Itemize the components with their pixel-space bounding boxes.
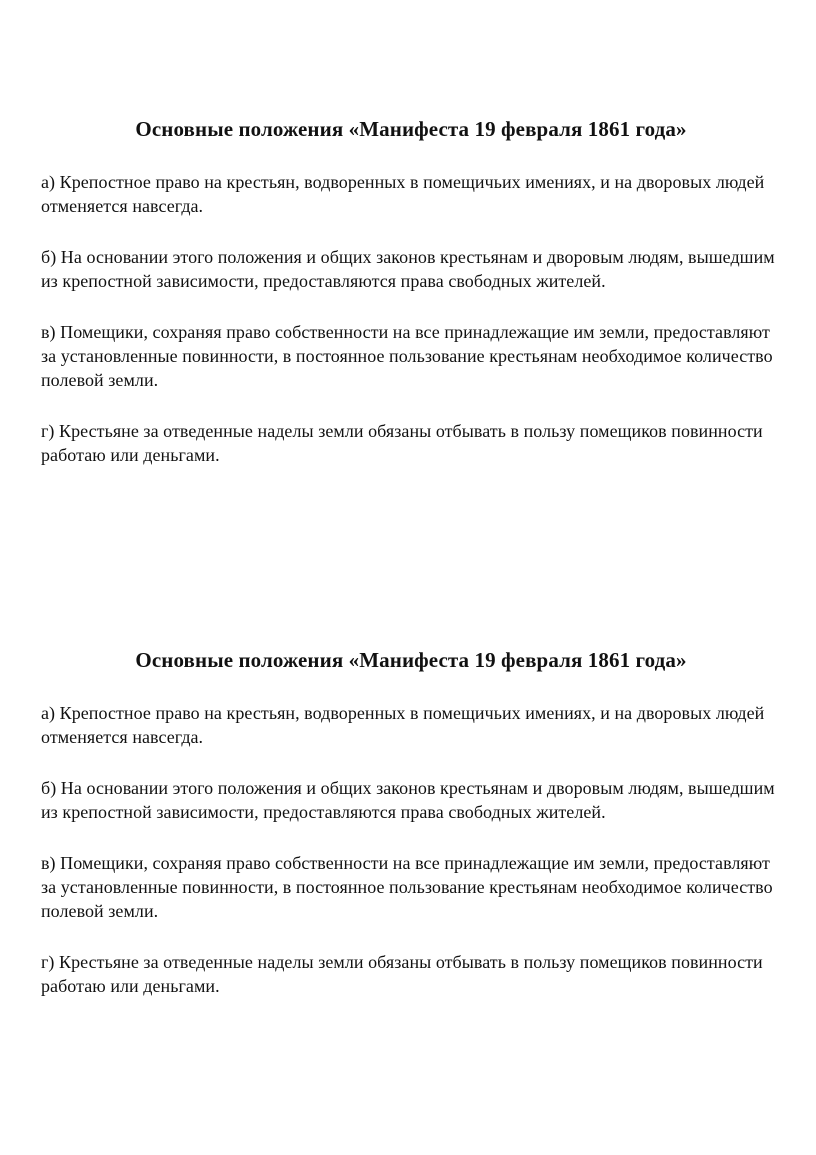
paragraph-b: б) На основании этого положения и общих законов крестьянам и дворовым людям, вышедшим из крепостной зависимости, предоставляются права свободных жителей. bbox=[41, 247, 775, 291]
paragraph-v: в) Помещики, сохраняя право собственности на все принадлежащие им земли, предоставляют за установленные повинности, в постоянное пользование крестьянам необходимое количество полевой земли. bbox=[41, 322, 773, 390]
section-title: Основные положения «Манифеста 19 февраля 1861 года» bbox=[135, 648, 687, 672]
paragraph-a: а) Крепостное право на крестьян, водворенных в помещичьих имениях, и на дворовых людей отменяется навсегда. bbox=[41, 703, 765, 747]
paragraph-g: г) Крестьяне за отведенные наделы земли обязаны отбывать в пользу помещиков повинности работаю или деньгами. bbox=[41, 952, 763, 996]
section-title: Основные положения «Манифеста 19 февраля 1861 года» bbox=[135, 117, 687, 141]
paragraph-v: в) Помещики, сохраняя право собственности на все принадлежащие им земли, предоставляют за установленные повинности, в постоянное пользование крестьянам необходимое количество полевой земли. bbox=[41, 853, 773, 921]
paragraph-g: г) Крестьяне за отведенные наделы земли обязаны отбывать в пользу помещиков повинности работаю или деньгами. bbox=[41, 421, 763, 465]
paragraph-b: б) На основании этого положения и общих законов крестьянам и дворовым людям, вышедшим из крепостной зависимости, предоставляются права свободных жителей. bbox=[41, 778, 775, 822]
manifest-section-1 bbox=[41, 114, 781, 467]
manifest-section-2 bbox=[41, 645, 781, 998]
paragraph-a: а) Крепостное право на крестьян, водворенных в помещичьих имениях, и на дворовых людей отменяется навсегда. bbox=[41, 172, 765, 216]
